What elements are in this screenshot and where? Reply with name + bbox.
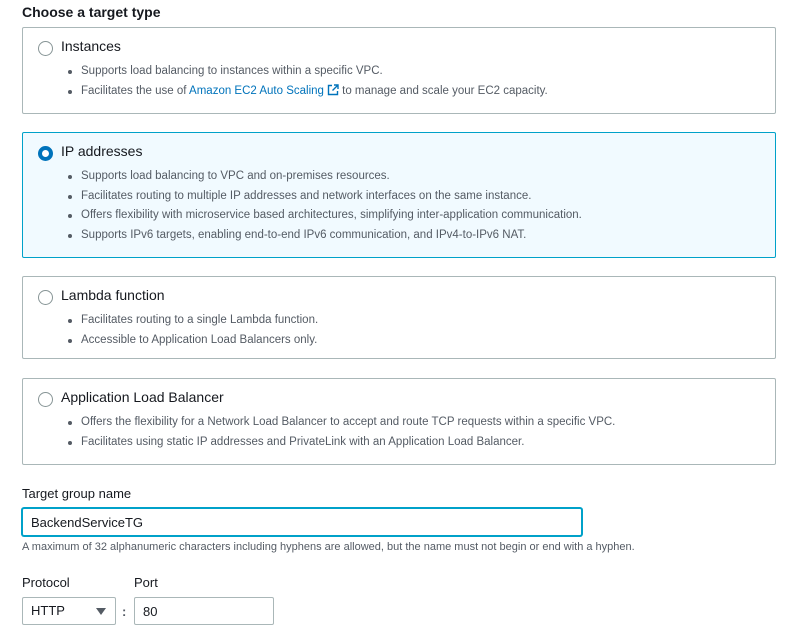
ec2-auto-scaling-link[interactable]: Amazon EC2 Auto Scaling xyxy=(189,85,339,97)
protocol-select[interactable] xyxy=(22,597,116,625)
target-type-title: IP addresses xyxy=(61,143,143,159)
caret-down-icon xyxy=(96,608,106,615)
target-group-name-input[interactable] xyxy=(22,508,582,536)
target-type-application-load-balancer[interactable] xyxy=(22,378,776,465)
bullet-item: Supports load balancing to VPC and on-premises resources. xyxy=(79,167,582,187)
target-group-name-hint: A maximum of 32 alphanumeric characters including hyphens are allowed, but the name must not begin or end with a hyphen. xyxy=(22,541,635,553)
bullet-item: Facilitates routing to a single Lambda function. xyxy=(79,311,318,331)
radio-lambda-function[interactable] xyxy=(38,290,53,305)
bullet-item: Offers the flexibility for a Network Load Balancer to accept and route TCP requests within a specific VPC. xyxy=(79,413,615,433)
bullet-list xyxy=(79,62,548,101)
protocol-selected-value: HTTP xyxy=(31,603,65,618)
bullet-item: Facilitates using static IP addresses and PrivateLink with an Application Load Balancer. xyxy=(79,433,615,453)
bullet-item: Supports load balancing to instances within a specific VPC. xyxy=(79,62,548,82)
bullet-list xyxy=(79,167,582,245)
target-type-lambda-function[interactable] xyxy=(22,276,776,359)
port-input[interactable] xyxy=(134,597,274,625)
external-link-icon xyxy=(327,84,339,96)
bullet-item: Facilitates routing to multiple IP addresses and network interfaces on the same instance. xyxy=(79,187,582,207)
bullet-list xyxy=(79,311,318,350)
target-type-title: Instances xyxy=(61,38,121,54)
protocol-label: Protocol xyxy=(22,575,70,590)
port-label: Port xyxy=(134,575,158,590)
radio-ip-addresses[interactable] xyxy=(38,146,53,161)
bullet-item: Offers flexibility with microservice based architectures, simplifying inter-application communication. xyxy=(79,206,582,226)
target-group-name-label: Target group name xyxy=(22,486,132,501)
radio-application-load-balancer[interactable] xyxy=(38,392,53,407)
bullet-item: Facilitates the use of Amazon EC2 Auto Scaling to manage and scale your EC2 capacity. xyxy=(79,82,548,102)
target-type-title: Lambda function xyxy=(61,287,165,303)
bullet-item: Accessible to Application Load Balancers only. xyxy=(79,331,318,351)
target-type-instances[interactable] xyxy=(22,27,776,114)
section-title: Choose a target type xyxy=(22,4,161,20)
bullet-list xyxy=(79,413,615,452)
target-type-title: Application Load Balancer xyxy=(61,389,224,405)
target-type-ip-addresses[interactable] xyxy=(22,132,776,258)
protocol-port-separator: : xyxy=(122,604,127,619)
bullet-item: Supports IPv6 targets, enabling end-to-end IPv6 communication, and IPv4-to-IPv6 NAT. xyxy=(79,226,582,246)
radio-instances[interactable] xyxy=(38,41,53,56)
